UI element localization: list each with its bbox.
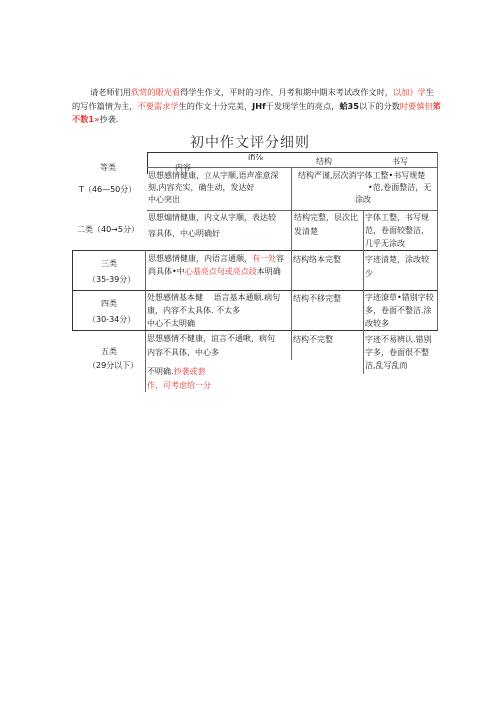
content-highlight: 心基亮点句或亮点段 (184, 267, 257, 276)
intro-highlight: 慎但 (416, 100, 433, 111)
structure-cell: 结构不移完整 (293, 294, 341, 303)
structure-cell: 结构完整，层次比 (294, 213, 358, 222)
intro-highlight: 笫不数1» (72, 100, 441, 124)
writing-cell: 洁,乱写乱而 (365, 361, 408, 370)
writing-cell: 多，卷面不整洁.涂 (365, 306, 432, 315)
page-title: 初中作文评分细则 (190, 135, 310, 151)
writing-cell: 字迹潦草•错别字较 (365, 293, 434, 302)
grade-range: （35-39分） (88, 275, 136, 284)
grade-range: （29分以下） (88, 361, 139, 370)
intro-text: 生的写作篇情为主， (72, 87, 434, 111)
table-line (437, 250, 438, 290)
structure-cell: 涂改 (355, 195, 371, 204)
header-structure: 结构 (316, 157, 332, 166)
writing-cell: 字多，卷面很不整 (365, 348, 429, 357)
table-line (72, 290, 73, 330)
content-cell: 思想感情健康，立从字顺,语声准意深 (148, 171, 279, 180)
structure-cell: 结构络本完整 (293, 255, 341, 264)
content-highlight: 作，可考虑给一分 (147, 381, 211, 389)
table-line (363, 290, 364, 330)
grade-label: 四类 (101, 299, 117, 308)
grade-label: T（46—50分） (79, 185, 137, 194)
header-writing: 书写 (392, 157, 408, 166)
structure-cell: 结构不完整 (293, 335, 333, 344)
table-line (145, 290, 146, 392)
intro-text: 得学生作文，平时的习作、月考和期中期末考试改作文时， (180, 87, 393, 97)
content-cell: 思想感情不健康，谊言不通啾，病句 (147, 334, 275, 343)
content-cell: 容具体，中心明确好 (148, 229, 220, 238)
structure-cell: •范,卷面整洁，无 (368, 183, 432, 192)
content-cell: 康，内容不太具体. 不太多 (147, 306, 241, 315)
table-line (291, 250, 292, 290)
content-highlight: 抄袭或套 (173, 367, 206, 376)
intro-text: 请老师们用 (90, 87, 131, 97)
intro-text: 以下的分数 (358, 100, 400, 111)
content-cell: 尚具体•中心基亮点句或亮点段本明确 (148, 267, 281, 276)
writing-cell: 字体工整，书写规 (365, 213, 429, 222)
intro-highlight: 欣赏的眼光看 (130, 87, 181, 97)
table-line (147, 152, 438, 153)
table-line (145, 250, 146, 290)
intro-text: 生的作文十分完美， (178, 100, 253, 111)
grade-label: 五类 (101, 347, 117, 356)
grade-range: （30-34分） (88, 315, 136, 324)
table-line (363, 250, 364, 290)
intro-highlight: 时要 (399, 100, 417, 111)
grade-label: 二类（40→5分） (77, 225, 139, 234)
writing-cell: 几乎无涂改 (365, 239, 405, 248)
content-cell: 中心不太明确 (147, 319, 195, 328)
writing-cell: 改较多 (365, 319, 389, 328)
content-cell: 不明确.抄袭或套 (147, 367, 206, 376)
grade-label: 三类 (101, 259, 117, 268)
header-content: 内容 (175, 163, 191, 172)
intro-bold: 蛤35 (339, 100, 359, 111)
intro-highlight: 以加》学 (392, 87, 426, 97)
writing-cell: 字迹清楚，涂改较 (365, 255, 429, 264)
content-cell: 内容不具体，中心多 (147, 348, 219, 357)
table-line (72, 290, 438, 291)
content-cell: 刻,内容充实，确生动，发达好 (148, 183, 255, 192)
content-cell: 思想感情健康，内语言通顺，有一处容 (148, 254, 284, 263)
content-cell: 处想感情基本健 语言基本通顺.病句 (147, 293, 281, 302)
header-grade: 等类 (100, 163, 116, 172)
structure-cell: 发清楚 (294, 227, 318, 236)
content-highlight: 有一处 (252, 254, 276, 263)
table-line (437, 290, 438, 330)
writing-cell: 字迹不易辨认.错别 (365, 335, 432, 344)
table-line (291, 167, 292, 250)
intro-highlight: 不要需求学 (137, 100, 179, 111)
table-line (363, 210, 364, 250)
intro-text: 抄袭. (99, 114, 119, 124)
table-line (72, 250, 438, 251)
content-cell: 中心突出 (148, 195, 180, 204)
table-line (72, 330, 438, 331)
writing-cell: 范，卷面较整洁， (365, 226, 429, 235)
writing-cell: 少 (365, 269, 373, 278)
intro-paragraph (72, 86, 442, 127)
intro-bold: JHf (252, 100, 266, 111)
structure-cell: 结构严谨,层次消字体工整•书写规楚 (298, 171, 426, 180)
intro-text: 于发现学生的亮点， (265, 100, 340, 111)
table-line (363, 330, 364, 374)
header-content-top: ifi⅞ (248, 153, 264, 162)
table-line (291, 290, 292, 330)
table-line (147, 210, 438, 211)
table-line (72, 250, 73, 290)
table-line (291, 330, 292, 360)
content-cell: 思想煽情健康，内文从字顺，表达较 (148, 213, 276, 222)
